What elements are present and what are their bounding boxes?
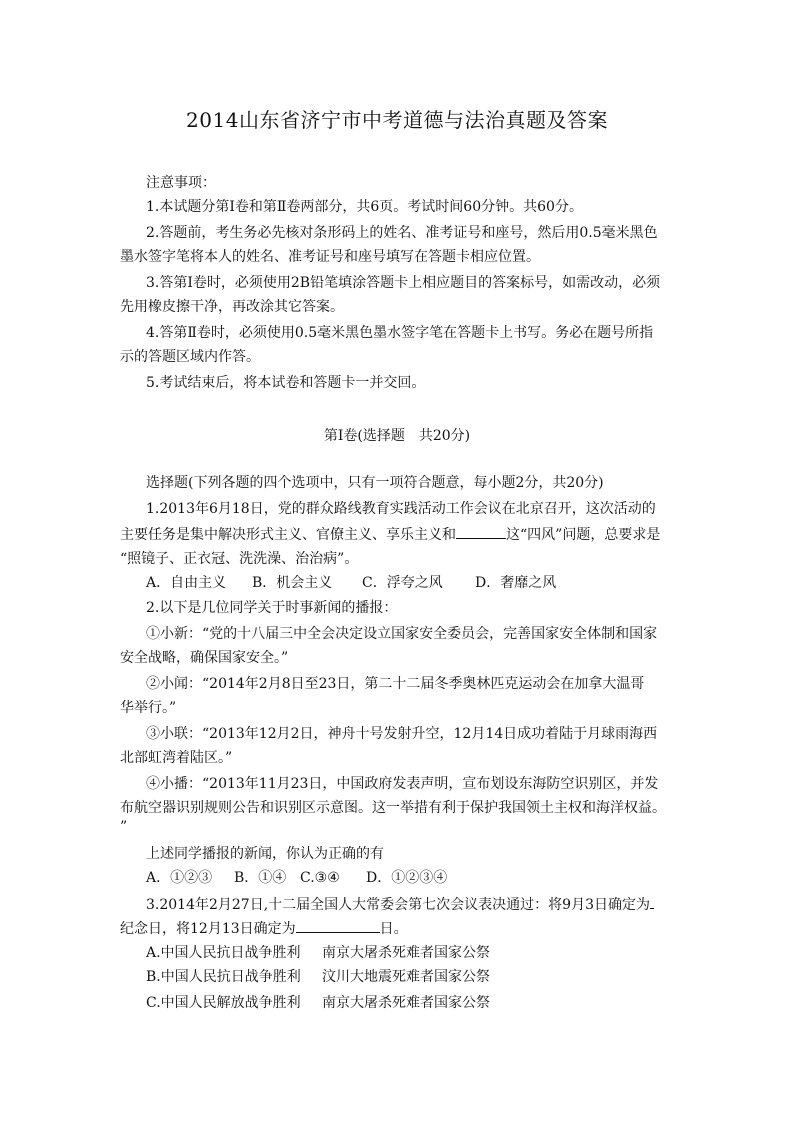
q1-line-2-text-b: 这“四风”问题，总要求是 — [506, 527, 661, 543]
notice-item-4-cont: 示的答题区域内作答。 — [120, 349, 260, 365]
q2-item-4-cont: 布航空器识别规则公告和识别区示意图。这一举措有利于保护我国领土主权和海洋权益。 — [120, 800, 666, 816]
notice-item-4: 4.答第Ⅱ卷时，必须使用0.5毫米黑色墨水签字笔在答题卡上书写。务必在题号所指 — [146, 325, 654, 341]
q1-option-c: C．浮夸之风 — [362, 575, 443, 591]
q1-options — [146, 574, 556, 592]
section-heading: 第Ⅰ卷(选择题 共20分) — [323, 428, 471, 444]
q2-item-2: ②小闻：“2014年2月8日至23日，第二十二届冬季奥林匹克运动会在加拿大温哥 — [146, 676, 645, 692]
q3-line-2-text-b: 日。 — [379, 921, 408, 937]
q2-item-3-cont: 北部虹湾着陆区。” — [120, 750, 233, 766]
q3-option-a — [146, 944, 490, 962]
q2-option-a: A．①②③ — [146, 870, 213, 886]
q2-options — [146, 869, 447, 887]
q3-option-c-col2: 南京大屠杀死难者国家公祭 — [322, 995, 490, 1011]
q3-option-a-col1: A.中国人民抗日战争胜利 — [146, 945, 301, 961]
page-title: 2014山东省济宁市中考道德与法治真题及答案 — [186, 108, 608, 132]
section-instructions: 选择题(下列各题的四个选项中，只有一项符合题意，每小题2分，共20分) — [146, 475, 604, 491]
notice-item-1: 1.本试题分第Ⅰ卷和第Ⅱ卷两部分，共6页。考试时间60分钟。共60分。 — [146, 199, 583, 215]
q1-line-2 — [120, 524, 660, 544]
q3-option-a-col2: 南京大屠杀死难者国家公祭 — [322, 945, 490, 961]
q1-answer-blank — [456, 524, 506, 539]
q2-item-4-cont-2: ” — [120, 819, 128, 835]
notice-heading: 注意事项： — [146, 175, 216, 191]
q3-line-1 — [146, 894, 654, 914]
q2-stem: 2.以下是几位同学关于时事新闻的播报： — [146, 600, 398, 616]
q3-answer-blank — [296, 918, 380, 933]
notice-item-3-cont: 先用橡皮擦干净，再改涂其它答案。 — [120, 299, 344, 315]
q3-option-c — [146, 994, 490, 1012]
q3-blank-1-stub — [650, 894, 654, 909]
q3-option-b-col1: B.中国人民抗日战争胜利 — [146, 969, 301, 985]
q1-line-3: “照镜子、正衣冠、洗洗澡、治治病”。 — [120, 551, 359, 567]
q3-line-2 — [120, 918, 408, 938]
q2-option-d: D．①②③④ — [366, 870, 448, 886]
q2-item-3: ③小联：“2013年12月2日，神舟十号发射升空，12月14日成功着陆于月球雨海西 — [146, 726, 658, 742]
q3-option-c-col1: C.中国人民解放战争胜利 — [146, 995, 301, 1011]
q1-line-2-text-a: 主要任务是集中解决形式主义、官僚主义、享乐主义和 — [120, 527, 456, 543]
q2-item-4: ④小播：“2013年11月23日，中国政府发表声明，宣布划设东海防空识别区，并发 — [146, 776, 659, 792]
notice-item-3: 3.答第Ⅰ卷时，必须使用2B铅笔填涂答题卡上相应题目的答案标号，如需改动，必须 — [146, 275, 661, 291]
notice-item-2-cont: 墨水签字笔将本人的姓名、准考证号和座号填写在答题卡相应位置。 — [120, 249, 540, 265]
q2-item-2-cont: 华举行。” — [120, 700, 177, 716]
q2-option-c: C.③④ — [300, 870, 340, 886]
q2-option-b: B．①④ — [234, 870, 287, 886]
q1-line-1: 1.2013年6月18日，党的群众路线教育实践活动工作会议在北京召开，这次活动的 — [146, 501, 656, 517]
q1-option-d: D．奢靡之风 — [475, 575, 557, 591]
q3-line-1-text: 3.2014年2月27日,十二届全国人大常委会第七次会议表决通过：将9月3日确定为 — [146, 897, 650, 913]
q2-question: 上述同学播报的新闻，你认为正确的有 — [146, 846, 384, 862]
q2-item-1: ①小新：“党的十八届三中全会决定设立国家安全委员会，完善国家安全体制和国家 — [146, 626, 658, 642]
q3-line-2-text-a: 纪念日，将12月13日确定为 — [120, 921, 296, 937]
notice-item-5: 5.考试结束后，将本试卷和答题卡一并交回。 — [146, 375, 426, 391]
notice-item-2: 2.答题前，考生务必先核对条形码上的姓名、准考证号和座号，然后用0.5毫米黑色 — [146, 225, 658, 241]
q3-option-b-col2: 汶川大地震死难者国家公祭 — [322, 969, 490, 985]
q2-item-1-cont: 安全战略，确保国家安全。” — [120, 650, 289, 666]
q3-option-b — [146, 968, 490, 986]
q1-option-a: A．自由主义 — [146, 575, 227, 591]
q1-option-b: B．机会主义 — [252, 575, 333, 591]
